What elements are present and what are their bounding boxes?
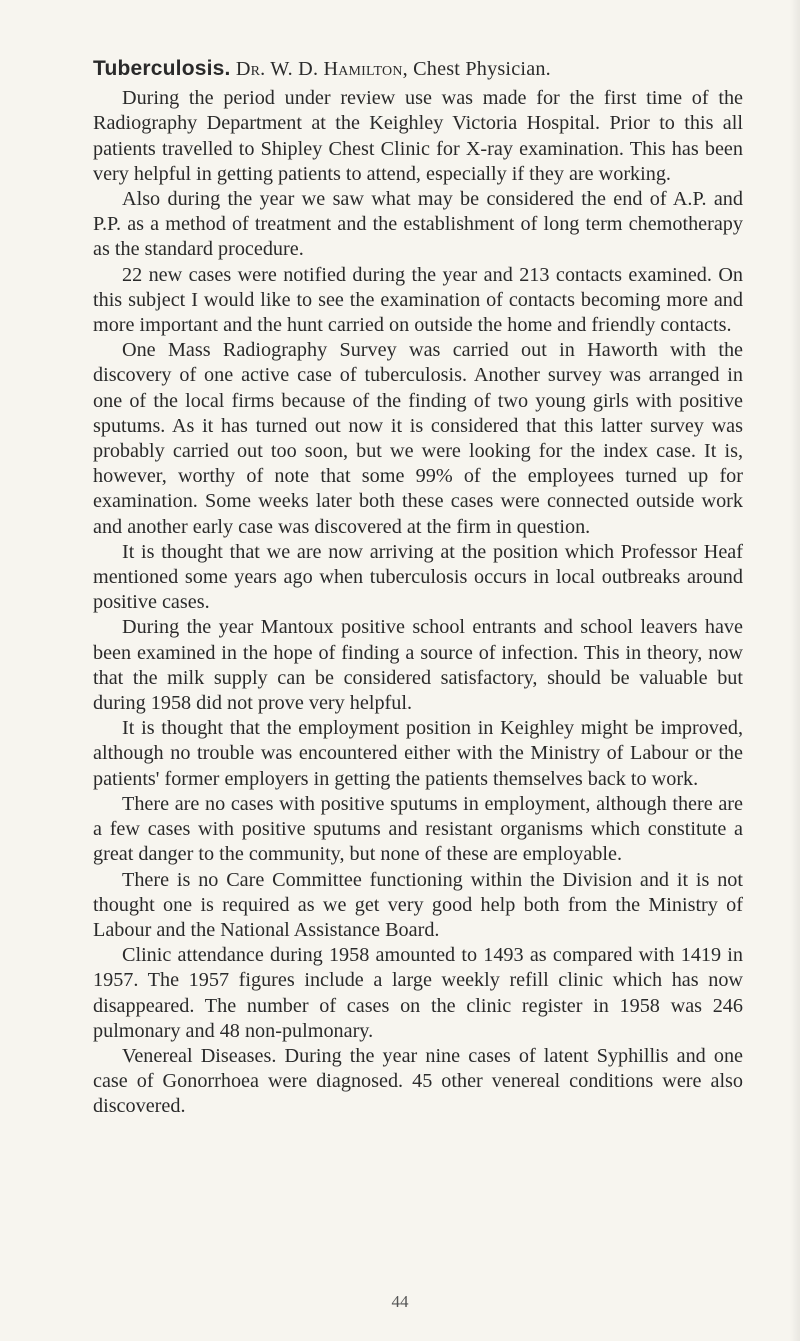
paragraph: Clinic attendance during 1958 amounted to 1493 as compared with 1419 in 1957. The 1957 figures include a large weekly refill clinic which has now disappeared. The number of cases on the clinic register in 1958 was 246 pulmonary and 48 non-pulmonary. [93, 944, 743, 1042]
paragraph: During the year Mantoux positive school entrants and school leavers have been examined in the hope of finding a source of infection. This in theory, now that the milk supply can be considered satisfactory, should be valuable but during 1958 did not prove very helpful. [93, 616, 743, 715]
paragraph: There is no Care Committee functioning within the Division and it is not thought one is required as we get very good help both from the Ministry of Labour and the National Assistance Board. [93, 868, 743, 941]
author-name: Dr. W. D. Hamilton, [235, 58, 408, 80]
venereal-heading: Venereal Diseases. [122, 1044, 277, 1067]
document-page [93, 56, 743, 1120]
paragraph: It is thought that the employment position in Keighley might be improved, although no trouble was encountered either with the Ministry of Labour or the patients' former employers in getting the patients themselves back to work. [93, 717, 743, 790]
section-heading [93, 56, 743, 82]
paragraph: During the period under review use was made for the first time of the Radiography Department at the Keighley Victoria Hospital. Prior to this all patients travelled to Shipley Chest Clinic for X-ray examination. This has been very helpful in getting patients to attend, especially if they are working. [93, 87, 743, 185]
venereal-text: During the year nine cases of latent Syphillis and one case of Gonorrhoea were diagnosed. 45 other venereal conditions were also discovered. [93, 1044, 743, 1118]
section-title: Tuberculosis. [93, 57, 231, 80]
paragraph: One Mass Radiography Survey was carried out in Haworth with the discovery of one active case of tuberculosis. Another survey was arranged in one of the local firms because of the finding of two young girls with positive sputums. As it has turned out now it is considered that this latter survey was probably carried out too soon, but we were looking for the index case. It is, however, worthy of note that some 99% of the employees turned up for examination. Some weeks later both these cases were connected outside work and another early case was discovered at the firm in question. [93, 339, 743, 538]
paragraph: It is thought that we are now arriving at the position which Professor Heaf mentioned some years ago when tuberculosis occurs in local outbreaks around positive cases. [93, 540, 743, 614]
paragraph: 22 new cases were notified during the year and 213 contacts examined. On this subject I would like to see the examination of contacts becoming more and more important and the hunt carried on outside the home and friendly contacts. [93, 263, 743, 337]
paragraph: There are no cases with positive sputums in employment, although there are a few cases with positive sputums and resistant organisms which constitute a great danger to the community, but none of these are employable. [93, 792, 743, 866]
paragraph: Also during the year we saw what may be considered the end of A.P. and P.P. as a method of treatment and the establishment of long term chemotherapy as the standard procedure. [93, 188, 743, 261]
page-edge-shadow [790, 0, 800, 1341]
page-number: 44 [391, 1292, 409, 1311]
venereal-paragraph [93, 1044, 743, 1120]
author-role: Chest Physician. [413, 58, 551, 80]
